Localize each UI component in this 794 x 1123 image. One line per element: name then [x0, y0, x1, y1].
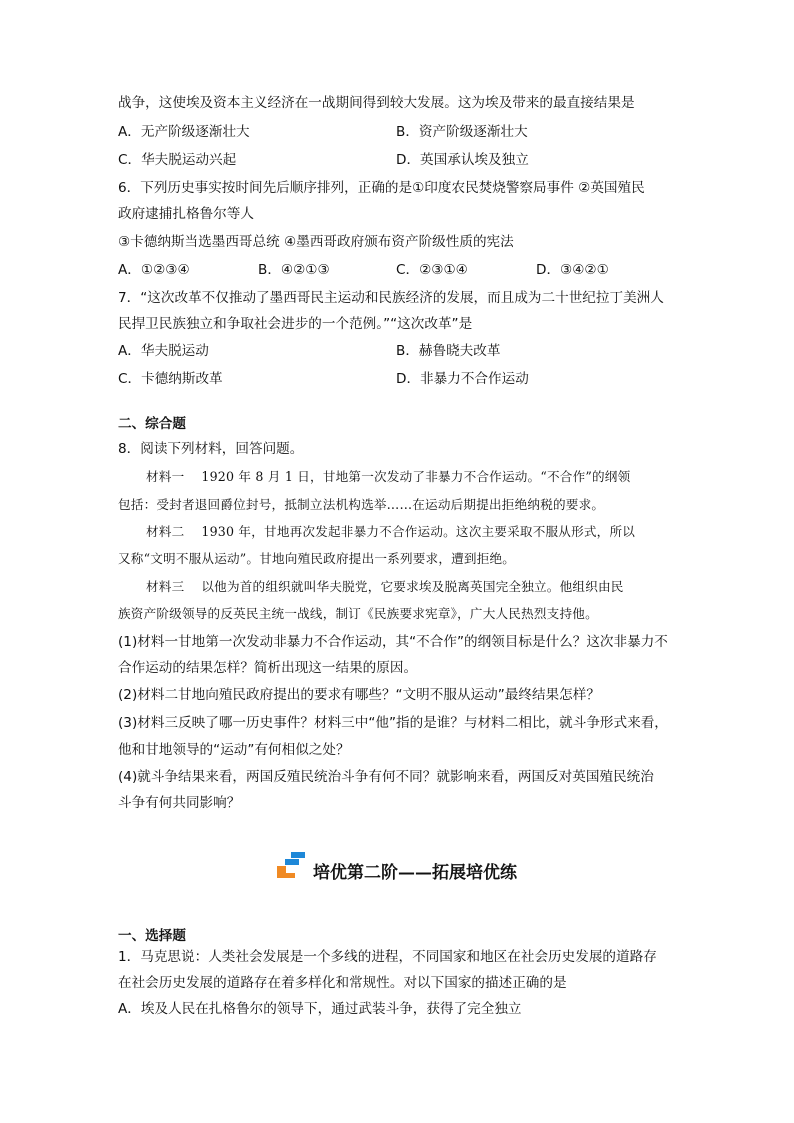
q5-option-c: C．华夫脱运动兴起	[118, 152, 237, 168]
q7-stem-line2: 民捍卫民族独立和争取社会进步的一个范例。”“这次改革”是	[118, 316, 473, 332]
q5-option-d: D．英国承认埃及独立	[396, 152, 529, 168]
material3-line2: 族资产阶级领导的反英民主统一战线，制订《民族要求宪章》，广大人民热烈支持他。	[118, 606, 598, 621]
q8-sub1-line2: 合作运动的结果怎样？简析出现这一结果的原因。	[118, 660, 418, 676]
advanced-section-title: 培优第二阶——拓展培优练	[313, 863, 517, 883]
q7-option-d: D．非暴力不合作运动	[396, 371, 529, 387]
q6-stem-line3: ③卡德纳斯当选墨西哥总统 ④墨西哥政府颁布资产阶级性质的宪法	[118, 234, 514, 250]
q7-option-a: A．华夫脱运动	[118, 343, 209, 359]
material2-line1: 材料二 1930 年，甘地再次发起非暴力不合作运动。这次主要采取不服从形式，所以	[146, 524, 636, 539]
q6-stem-line1: 6．下列历史事实按时间先后顺序排列，正确的是①印度农民焚烧警察局事件 ②英国殖民	[118, 180, 645, 196]
adv-q1-option-a: A．埃及人民在扎格鲁尔的领导下，通过武装斗争，获得了完全独立	[118, 1001, 522, 1017]
material1-line1: 材料一 1920 年 8 月 1 日，甘地第一次发动了非暴力不合作运动。“不合作”的纲领	[146, 469, 631, 484]
material1-line2: 包括：受封者退回爵位封号，抵制立法机构选举……在运动后期提出拒绝纳税的要求。	[118, 497, 605, 512]
q8-sub2-line1: (2)材料二甘地向殖民政府提出的要求有哪些？“文明不服从运动”最终结果怎样？	[118, 687, 600, 703]
q7-stem-line1: 7．“这次改革不仅推动了墨西哥民主运动和民族经济的发展，而且成为二十世纪拉丁美洲人	[118, 290, 664, 306]
q5-stem: 战争，这使埃及资本主义经济在一战期间得到较大发展。这为埃及带来的最直接结果是	[118, 95, 635, 111]
q8-sub4-line1: (4)就斗争结果来看，两国反殖民统治斗争有何不同？就影响来看，两国反对英国殖民统治	[118, 769, 654, 785]
q8-stem: 8．阅读下列材料，回答问题。	[118, 441, 304, 457]
material3-line1: 材料三 以他为首的组织就叫华夫脱党，它要求埃及脱离英国完全独立。他组织由民	[146, 579, 624, 594]
q5-option-b: B．资产阶级逐渐壮大	[396, 124, 528, 140]
section-heading-comprehensive: 二、综合题	[118, 416, 186, 432]
q8-sub1-line1: (1)材料一甘地第一次发动非暴力不合作运动，其“不合作”的纲领目标是什么？这次非暴力不	[118, 634, 668, 650]
q8-sub3-line1: (3)材料三反映了哪一历史事件？材料三中“他”指的是谁？与材料二相比，就斗争形式来看，	[118, 715, 668, 731]
q6-stem-line2: 政府逮捕扎格鲁尔等人	[118, 206, 254, 222]
q7-option-b: B．赫鲁晓夫改革	[396, 343, 501, 359]
adv-q1-stem-line2: 在社会历史发展的道路存在着多样化和常规性。对以下国家的描述正确的是	[118, 975, 567, 991]
q7-option-c: C．卡德纳斯改革	[118, 371, 223, 387]
section-heading-choice: 一、选择题	[118, 928, 186, 944]
q6-option-a: A．①②③④	[118, 262, 190, 278]
q8-sub3-line2: 他和甘地领导的“运动”有何相似之处？	[118, 742, 350, 758]
material2-line2: 又称“文明不服从运动”。甘地向殖民政府提出一系列要求，遭到拒绝。	[118, 551, 516, 566]
adv-q1-stem-line1: 1．马克思说：人类社会发展是一个多线的进程，不同国家和地区在社会历史发展的道路存	[118, 949, 657, 965]
q8-sub4-line2: 斗争有何共同影响？	[118, 795, 241, 811]
q5-option-a: A．无产阶级逐渐壮大	[118, 124, 250, 140]
q6-option-c: C．②③①④	[396, 262, 468, 278]
q6-option-d: D．③④②①	[536, 262, 609, 278]
q6-option-b: B．④②①③	[258, 262, 330, 278]
stair-steps-icon	[275, 851, 311, 879]
